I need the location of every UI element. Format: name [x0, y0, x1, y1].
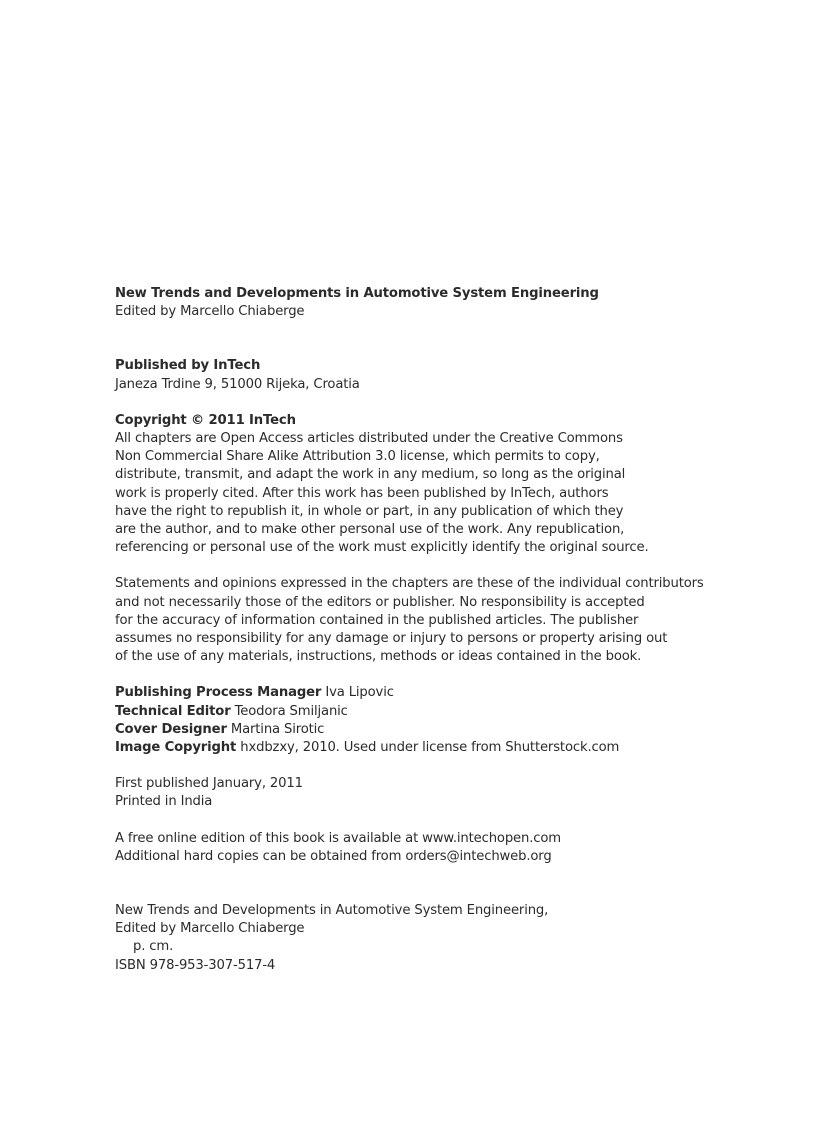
disclaimer-line: for the accuracy of information contained in the published articles. The publisher — [115, 612, 639, 628]
catalog-pcm: p. cm. — [133, 939, 174, 955]
first-published: First published January, 2011 — [115, 776, 303, 792]
editor-line: Edited by Marcello Chiaberge — [115, 304, 305, 320]
hard-copies: Additional hard copies can be obtained from orders@intechweb.org — [115, 848, 552, 864]
disclaimer-line: of the use of any materials, instructions, methods or ideas contained in the book. — [115, 649, 642, 665]
copyright-line: All chapters are Open Access articles distributed under the Creative Commons — [115, 431, 623, 447]
disclaimer-block — [115, 575, 735, 666]
credit-role: Technical Editor — [115, 703, 231, 719]
credit-name: Teodora Smiljanic — [234, 703, 348, 719]
credit-row — [115, 739, 735, 757]
copyright-line: referencing or personal use of the work must explicitly identify the original source. — [115, 540, 649, 556]
copyright-line: are the author, and to make other personal use of the work. Any republication, — [115, 522, 625, 538]
credits-block — [115, 684, 735, 757]
credit-role: Publishing Process Manager — [115, 685, 322, 701]
credit-name: Martina Sirotic — [230, 721, 325, 737]
book-title: New Trends and Developments in Automotive System Engineering — [115, 286, 599, 301]
published-by: Published by InTech — [115, 358, 261, 374]
online-edition: A free online edition of this book is available at www.intechopen.com — [115, 830, 561, 846]
catalog-isbn: ISBN 978-953-307-517-4 — [115, 957, 276, 973]
disclaimer-line: assumes no responsibility for any damage or injury to persons or property arising out — [115, 631, 668, 647]
disclaimer-line: and not necessarily those of the editors or publisher. No responsibility is accepted — [115, 594, 645, 610]
availability-block — [115, 830, 735, 866]
copyright-line: work is properly cited. After this work has been published by InTech, authors — [115, 485, 609, 501]
credit-row — [115, 721, 735, 739]
publisher-address: Janeza Trdine 9, 51000 Rijeka, Croatia — [115, 376, 360, 392]
credit-role: Image Copyright — [115, 740, 237, 756]
title-block — [115, 285, 735, 321]
copyright-line: have the right to republish it, in whole or part, in any publication of which they — [115, 503, 624, 519]
credit-row — [115, 703, 735, 721]
disclaimer-line: Statements and opinions expressed in the chapters are these of the individual contributors — [115, 576, 704, 592]
credit-name: hxdbzxy, 2010. Used under license from Shutterstock.com — [240, 740, 620, 756]
imprint-page — [115, 285, 735, 975]
printed-in: Printed in India — [115, 794, 213, 810]
catalog-title: New Trends and Developments in Automotive System Engineering, — [115, 903, 549, 919]
copyright-line: Non Commercial Share Alike Attribution 3.0 license, which permits to copy, — [115, 449, 600, 465]
catalog-block — [115, 902, 735, 975]
credit-role: Cover Designer — [115, 721, 227, 737]
catalog-editor: Edited by Marcello Chiaberge — [115, 921, 305, 937]
copyright-line: distribute, transmit, and adapt the work in any medium, so long as the original — [115, 467, 626, 483]
publisher-block — [115, 357, 735, 393]
copyright-heading: Copyright © 2011 InTech — [115, 412, 296, 428]
publication-info-block — [115, 775, 735, 811]
copyright-block — [115, 412, 735, 558]
credit-name: Iva Lipovic — [325, 685, 394, 701]
credit-row — [115, 684, 735, 702]
